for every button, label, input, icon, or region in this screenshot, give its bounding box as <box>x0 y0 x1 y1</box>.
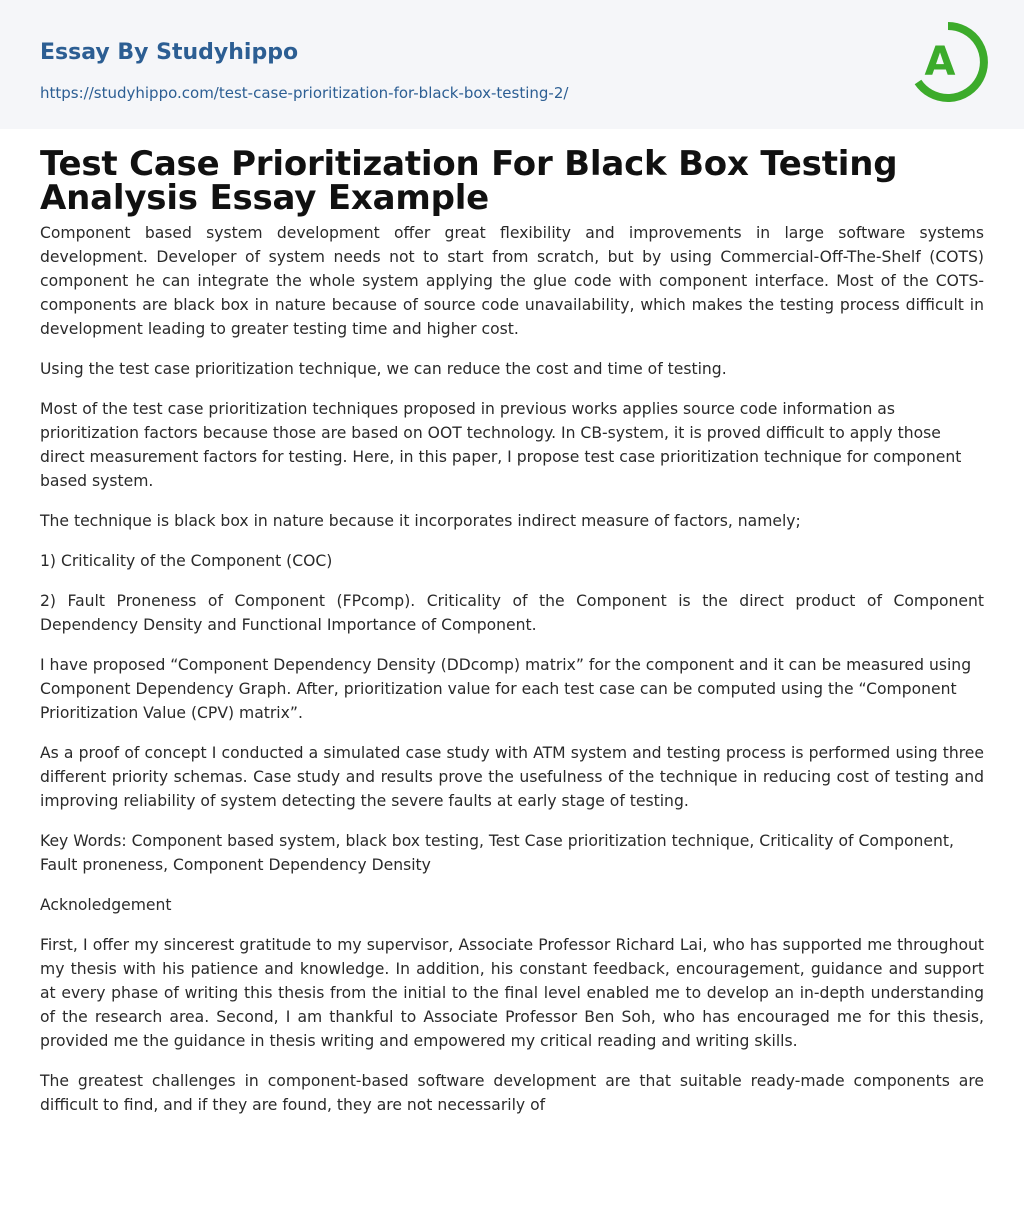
essay-url-link[interactable]: https://studyhippo.com/test-case-prioritization-for-black-box-testing-2/ <box>40 84 569 102</box>
paragraph: 2) Fault Proneness of Component (FPcomp). Criticality of the Component is the direct product of Component Dependency Density and Functional Importance of Component. <box>40 592 984 634</box>
paragraph: Using the test case prioritization technique, we can reduce the cost and time of testing. <box>40 360 727 378</box>
paragraph: The greatest challenges in component-based software development are that suitable ready-made components are difficult to find, and if they are found, they are not necessarily of <box>40 1072 984 1114</box>
keywords-paragraph: Key Words: Component based system, black box testing, Test Case prioritization technique, Criticality of Component, Fault proneness, Component Dependency Density <box>40 832 954 874</box>
article-title: Test Case Prioritization For Black Box Testing Analysis Essay Example <box>40 144 898 218</box>
logo-letter: A <box>924 39 956 85</box>
paragraph: The technique is black box in nature because it incorporates indirect measure of factors, namely; <box>40 512 801 530</box>
article <box>0 129 1024 1117</box>
paragraph: Most of the test case prioritization techniques proposed in previous works applies source code information as prioritization factors because those are based on OOT technology. In CB-system, it is proved difficult to apply those direct measurement factors for testing. Here, in this paper, I propose test case prioritization technique for component based system. <box>40 400 962 490</box>
paragraph: 1) Criticality of the Component (COC) <box>40 552 333 570</box>
paragraph: As a proof of concept I conducted a simulated case study with ATM system and testing process is performed using three different priority schemas. Case study and results prove the usefulness of the technique in reducing cost of testing and improving reliability of system detecting the severe faults at early stage of testing. <box>40 744 984 810</box>
site-header <box>0 0 1024 129</box>
acknowledgement-heading: Acknoledgement <box>40 896 172 914</box>
site-brand[interactable]: Essay By Studyhippo <box>40 40 299 65</box>
paragraph: I have proposed “Component Dependency Density (DDcomp) matrix” for the component and it can be measured using Component Dependency Graph. After, prioritization value for each test case can be computed using the “Component Prioritization Value (CPV) matrix”. <box>40 656 972 722</box>
paragraph: Component based system development offer great flexibility and improvements in large software systems development. Developer of system needs not to start from scratch, but by using Commercial-Off-The-Shelf (COTS) component he can integrate the whole system applying the glue code with component interface. Most of the COTS-components are black box in nature because of source code unavailability, which makes the testing process difficult in development leading to greater testing time and higher cost. <box>40 224 984 338</box>
paragraph: First, I offer my sincerest gratitude to my supervisor, Associate Professor Richard Lai, who has supported me throughout my thesis with his patience and knowledge. In addition, his constant feedback, encouragement, guidance and support at every phase of writing this thesis from the initial to the final level enabled me to develop an in-depth understanding of the research area. Second, I am thankful to Associate Professor Ben Soh, who has encouraged me for this thesis, provided me the guidance in thesis writing and empowered my critical reading and writing skills. <box>40 936 984 1050</box>
studyhippo-logo-icon[interactable] <box>904 18 992 106</box>
